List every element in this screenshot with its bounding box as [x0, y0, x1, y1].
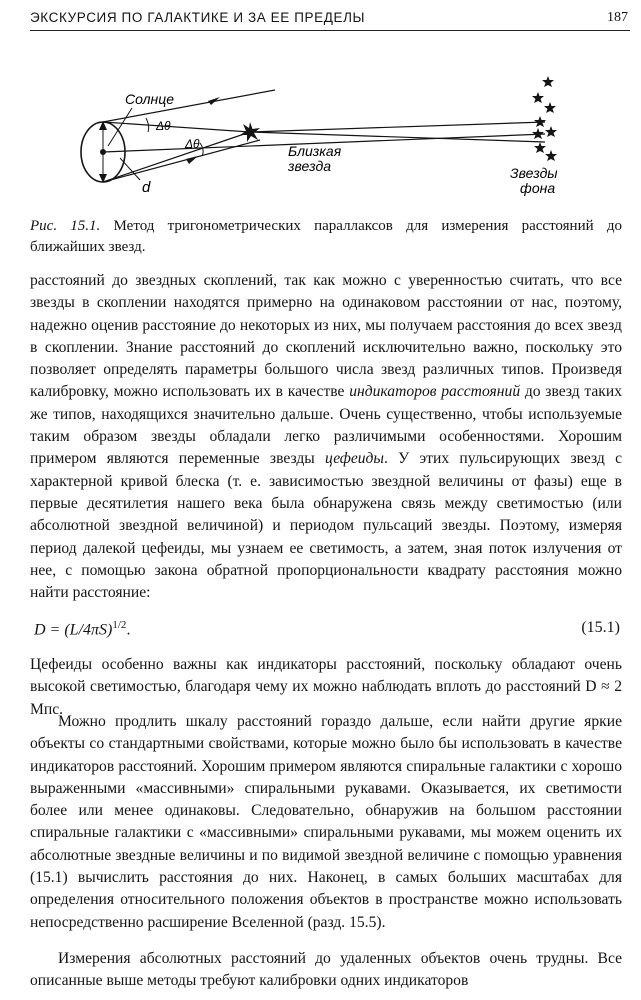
p3-text: Можно продлить шкалу расстояний гораздо дальше, если найти другие яркие объекты со стандартными свойствами, которые можно было бы использовать в качестве индикаторов расстояний. Хорошим примером являются спиральные галактики с хорошо выраженными «массивными» спиральными рукавами. Оказывается, их светимости более или менее одинаковы. Следовательно, обнаружив на большом расстоянии спиральные галактики с «массивными» спиральными рукавами, мы можем оценить их абсолютные звездные величины и по видимой звездной величине с помощью уравнения (15.1) вычислить расстояния до них. Наконец, в самых больших масштабах для определения относительного положения объектов в пространстве можно использовать непосредственно расширение Вселенной (разд. 15.5). — [30, 713, 622, 931]
angle-arc-2 — [200, 143, 203, 156]
parallax-diagram — [60, 60, 600, 210]
background-star-3 — [544, 102, 556, 113]
equation-number: (15.1) — [581, 619, 620, 636]
background-star-5 — [545, 126, 557, 137]
arrowhead-lower — [186, 156, 198, 164]
page-header — [30, 6, 630, 31]
p1-part-c: до звезд таких же типов, находящихся значительно дальше. Очень существенно, чтобы используемые таким образом звезды обладали легко различимыми особенностями. Хорошим примером являются переменные звезды — [30, 383, 623, 468]
background-star-4 — [534, 116, 546, 127]
p1-term-distance-indicators: индикаторов расстояний — [349, 383, 521, 401]
paragraph-1 — [30, 270, 622, 604]
parallax-figure — [60, 60, 600, 210]
sightline-top-to-star — [103, 122, 250, 132]
p1-part-e: . У этих пульсирующих звезд с характерной кривой блеска (т. е. зависимостью звездной величины от фазы) еще в первые десятилетия нашего века была обнаружена связь между светимостью (или абсолютной звездной величиной) и периодом пульсаций звезды. Поэтому, измеряя период далекой цефеиды, мы узнаем ее светимость, а затем, зная поток излучения от нее, с помощью закона обратной пропорциональности квадрату расстояния можно найти расстояние: — [30, 450, 622, 602]
equation-period: . — [126, 621, 131, 639]
background-star-2 — [532, 92, 544, 103]
sun-label-pointer — [108, 108, 132, 146]
label-near-star-2: звезда — [288, 158, 332, 174]
background-star-8 — [545, 150, 557, 161]
label-bg-stars-2: фона — [520, 180, 556, 196]
running-head: ЭКСКУРСИЯ ПО ГАЛАКТИКЕ И ЗА ЕЕ ПРЕДЕЛЫ — [30, 10, 366, 25]
label-sun: Солнце — [125, 91, 174, 107]
line-to-background-upper — [250, 122, 545, 132]
background-star-6 — [532, 128, 544, 139]
label-near-star-1: Близкая — [288, 143, 342, 159]
equation-formula: $D = (L/4\pi S)^{1/2}$. — [34, 619, 131, 639]
p1-part-a: расстояний до звездных скоплений, так как можно с уверенностью считать, что все звезды в скоплении находятся примерно на одинаковом расстоянии от нас, поэтому, надежно оценив расстояние до некоторых из них, мы получаем расстояния до всех звезд в скоплении. Знание расстояний до скоплений исключительно важно, поскольку это позволяет определять параметры большого числа звезд различных типов. Произведя калибровку, можно использовать их в качестве — [30, 272, 622, 401]
equation-exponent: 1/2 — [112, 619, 127, 631]
p1-term-cepheids: цефеиды — [325, 450, 384, 468]
caption-text: Метод тригонометрических параллаксов для измерения расстояний до ближайших звезд. — [30, 218, 622, 255]
figure-caption — [30, 216, 622, 258]
p2-text: Цефеиды особенно важны как индикаторы расстояний, поскольку обладают очень высокой светимостью, благодаря чему их можно наблюдать вплоть до расстояний D ≈ 2 Мпс. — [30, 656, 622, 718]
paragraph-4 — [30, 948, 622, 993]
background-star-7 — [534, 142, 546, 153]
p4-text: Измерения абсолютных расстояний до удаленных объектов очень трудны. Все описанные выше методы требуют калибровки одних индикаторов — [30, 950, 622, 990]
equation-15-1 — [30, 619, 622, 645]
paragraph-3 — [30, 711, 622, 934]
background-star-1 — [542, 76, 554, 87]
label-delta-theta-2: Δθ — [185, 137, 200, 151]
page-number: 187 — [607, 10, 628, 25]
caption-label: Рис. 15.1. — [30, 218, 101, 234]
label-d: d — [142, 179, 151, 196]
label-bg-stars-1: Звезды — [510, 165, 558, 181]
label-delta-theta-1: Δθ — [156, 119, 171, 133]
